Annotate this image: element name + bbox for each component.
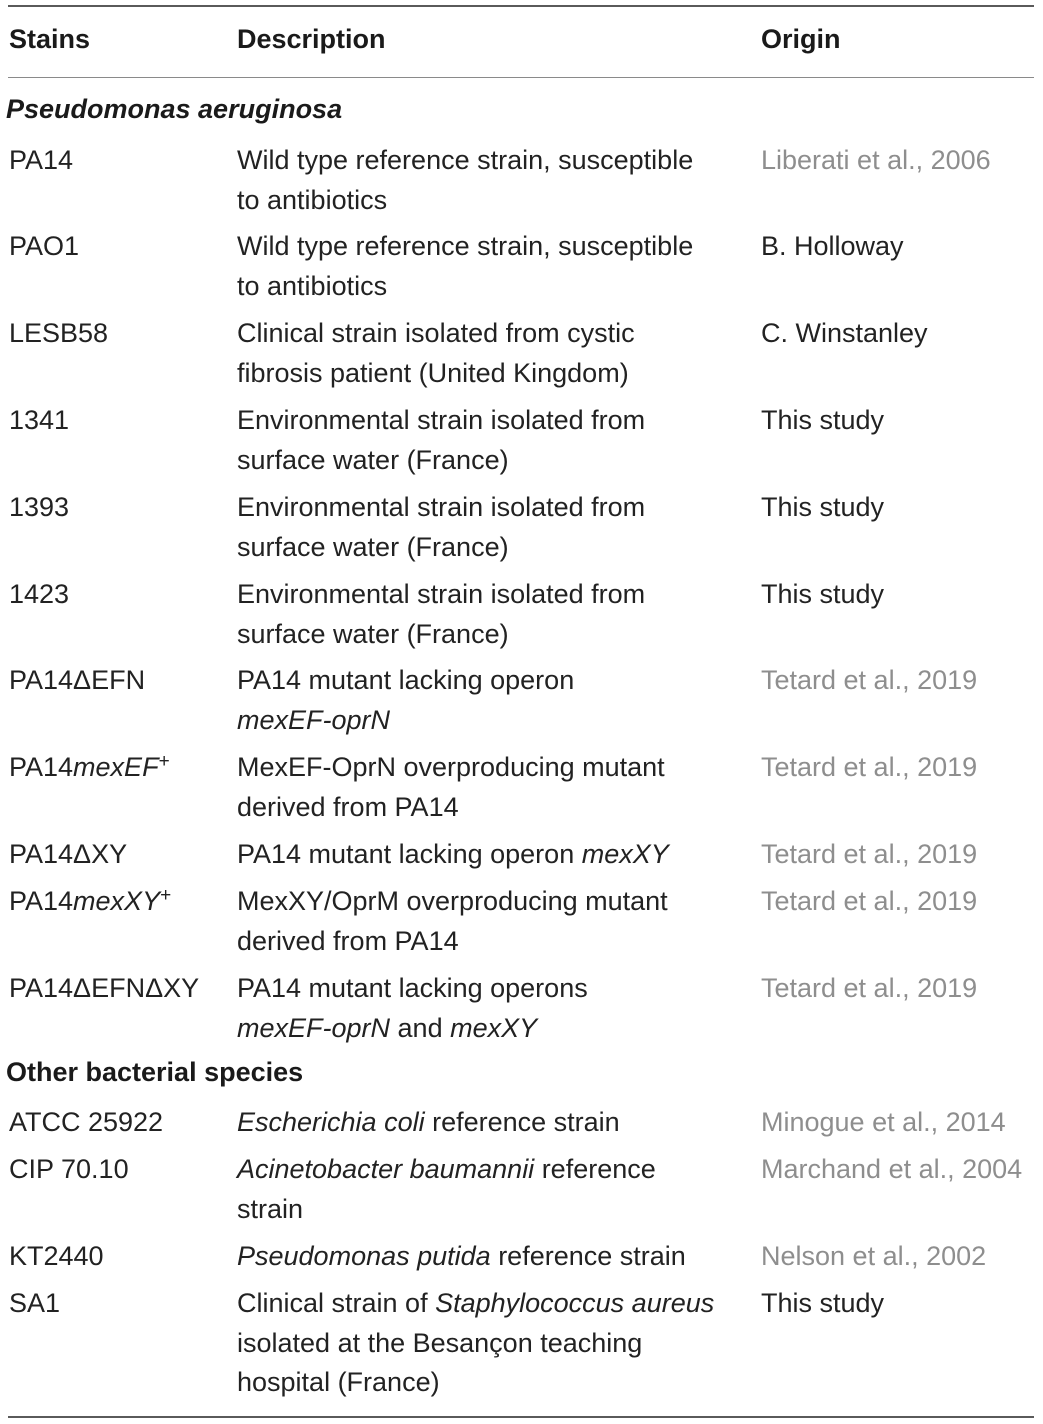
- origin-cell: Nelson et al., 2002: [761, 1241, 987, 1271]
- description-italic: mexXY: [581, 839, 669, 869]
- strain-prefix: PA14: [9, 752, 74, 782]
- description-italic: Pseudomonas putida: [237, 1241, 491, 1271]
- description-line: [237, 1150, 752, 1190]
- description-italic: mexXY: [450, 1012, 538, 1043]
- origin-cell: Tetard et al., 2019: [761, 665, 978, 695]
- origin-cell: Minogue et al., 2014: [761, 1107, 1006, 1137]
- description-cell: [237, 969, 752, 1048]
- description-line: hospital (France): [237, 1367, 440, 1397]
- description-cell: [237, 401, 752, 480]
- description-line: strain: [237, 1193, 304, 1224]
- origin-cell: This study: [761, 579, 885, 609]
- strain-cell: 1393: [9, 492, 70, 522]
- description-line: surface water (France): [237, 531, 509, 562]
- strain-superscript: +: [160, 885, 172, 906]
- description-line: to antibiotics: [237, 270, 388, 301]
- strain-italic: mexEF: [73, 752, 159, 782]
- section-title-pseudomonas: Pseudomonas aeruginosa: [6, 94, 343, 124]
- description-cell: [237, 1150, 752, 1229]
- header-rule: [8, 77, 1034, 78]
- description-line: derived from PA14: [237, 925, 459, 956]
- table-header-row: [0, 18, 1043, 64]
- description-line: [237, 1009, 752, 1049]
- description-line: to antibiotics: [237, 184, 388, 215]
- description-line: MexEF-OprN overproducing mutant: [237, 752, 665, 782]
- description-line: Wild type reference strain, susceptible: [237, 231, 694, 261]
- strain-cell: KT2440: [9, 1241, 104, 1271]
- origin-cell: C. Winstanley: [761, 318, 928, 348]
- description-text: reference strain: [490, 1241, 686, 1271]
- description-text: PA14 mutant lacking operon: [237, 839, 582, 869]
- description-cell: [237, 748, 752, 827]
- origin-cell: This study: [761, 492, 885, 522]
- description-line: PA14 mutant lacking operon: [237, 665, 575, 695]
- strain-cell: ATCC 25922: [9, 1107, 164, 1137]
- description-italic: mexEF-oprN: [237, 1012, 391, 1043]
- description-cell: [237, 882, 752, 961]
- strain-cell: 1341: [9, 405, 70, 435]
- origin-cell: Tetard et al., 2019: [761, 973, 978, 1003]
- strain-cell: LESB58: [9, 318, 109, 348]
- strain-cell: PA14: [9, 145, 74, 175]
- origin-cell: B. Holloway: [761, 231, 904, 261]
- description-cell: [237, 488, 752, 567]
- bottom-rule: [8, 1416, 1034, 1418]
- origin-cell: Marchand et al., 2004: [761, 1154, 1023, 1184]
- description-line: PA14 mutant lacking operons: [237, 973, 588, 1003]
- description-cell: [237, 1103, 752, 1143]
- description-cell: [237, 1284, 752, 1403]
- description-cell: [237, 661, 752, 740]
- description-line: [237, 1284, 752, 1324]
- description-line: Clinical strain isolated from cystic: [237, 318, 635, 348]
- strain-superscript: +: [158, 751, 170, 772]
- description-line: Environmental strain isolated from: [237, 405, 646, 435]
- description-italic: Escherichia coli: [237, 1107, 425, 1137]
- description-line: mexEF-oprN: [237, 704, 391, 735]
- strain-cell: PA14ΔEFNΔXY: [9, 973, 200, 1003]
- description-cell: [237, 314, 752, 393]
- top-rule: [8, 5, 1034, 7]
- origin-cell: Tetard et al., 2019: [761, 839, 978, 869]
- strain-cell: CIP 70.10: [9, 1154, 129, 1184]
- origin-cell: This study: [761, 405, 885, 435]
- description-line: fibrosis patient (United Kingdom): [237, 357, 629, 388]
- description-text: reference: [534, 1154, 656, 1184]
- origin-cell: Liberati et al., 2006: [761, 145, 991, 175]
- description-line: isolated at the Besançon teaching: [237, 1327, 643, 1358]
- description-cell: [237, 575, 752, 654]
- description-line: Wild type reference strain, susceptible: [237, 145, 694, 175]
- description-cell: [237, 227, 752, 306]
- origin-cell: Tetard et al., 2019: [761, 752, 978, 782]
- description-italic: Acinetobacter baumannii: [237, 1154, 535, 1184]
- strain-cell: PA14ΔXY: [9, 839, 128, 869]
- header-strains: Stains: [9, 24, 91, 54]
- strain-cell: [9, 882, 234, 922]
- strain-cell: PAO1: [9, 231, 80, 261]
- strain-italic: mexXY: [73, 886, 161, 916]
- description-line: MexXY/OprM overproducing mutant: [237, 886, 668, 916]
- description-line: surface water (France): [237, 444, 509, 475]
- description-text: Clinical strain of: [237, 1288, 436, 1318]
- description-line: Environmental strain isolated from: [237, 492, 646, 522]
- description-text: and: [390, 1012, 451, 1043]
- description-line: derived from PA14: [237, 791, 459, 822]
- strain-cell: 1423: [9, 579, 70, 609]
- strain-prefix: PA14: [9, 886, 74, 916]
- description-cell: [237, 835, 752, 875]
- header-description: Description: [237, 24, 386, 54]
- strain-cell: [9, 748, 234, 788]
- description-cell: [237, 141, 752, 220]
- description-line: surface water (France): [237, 618, 509, 649]
- section-title-other-species: Other bacterial species: [6, 1057, 304, 1087]
- strain-cell: SA1: [9, 1288, 61, 1318]
- description-cell: [237, 1237, 752, 1277]
- origin-cell: This study: [761, 1288, 885, 1318]
- description-line: Environmental strain isolated from: [237, 579, 646, 609]
- strain-cell: PA14ΔEFN: [9, 665, 146, 695]
- origin-cell: Tetard et al., 2019: [761, 886, 978, 916]
- description-italic: Staphylococcus aureus: [435, 1288, 715, 1318]
- description-text: reference strain: [424, 1107, 620, 1137]
- header-origin: Origin: [761, 24, 841, 54]
